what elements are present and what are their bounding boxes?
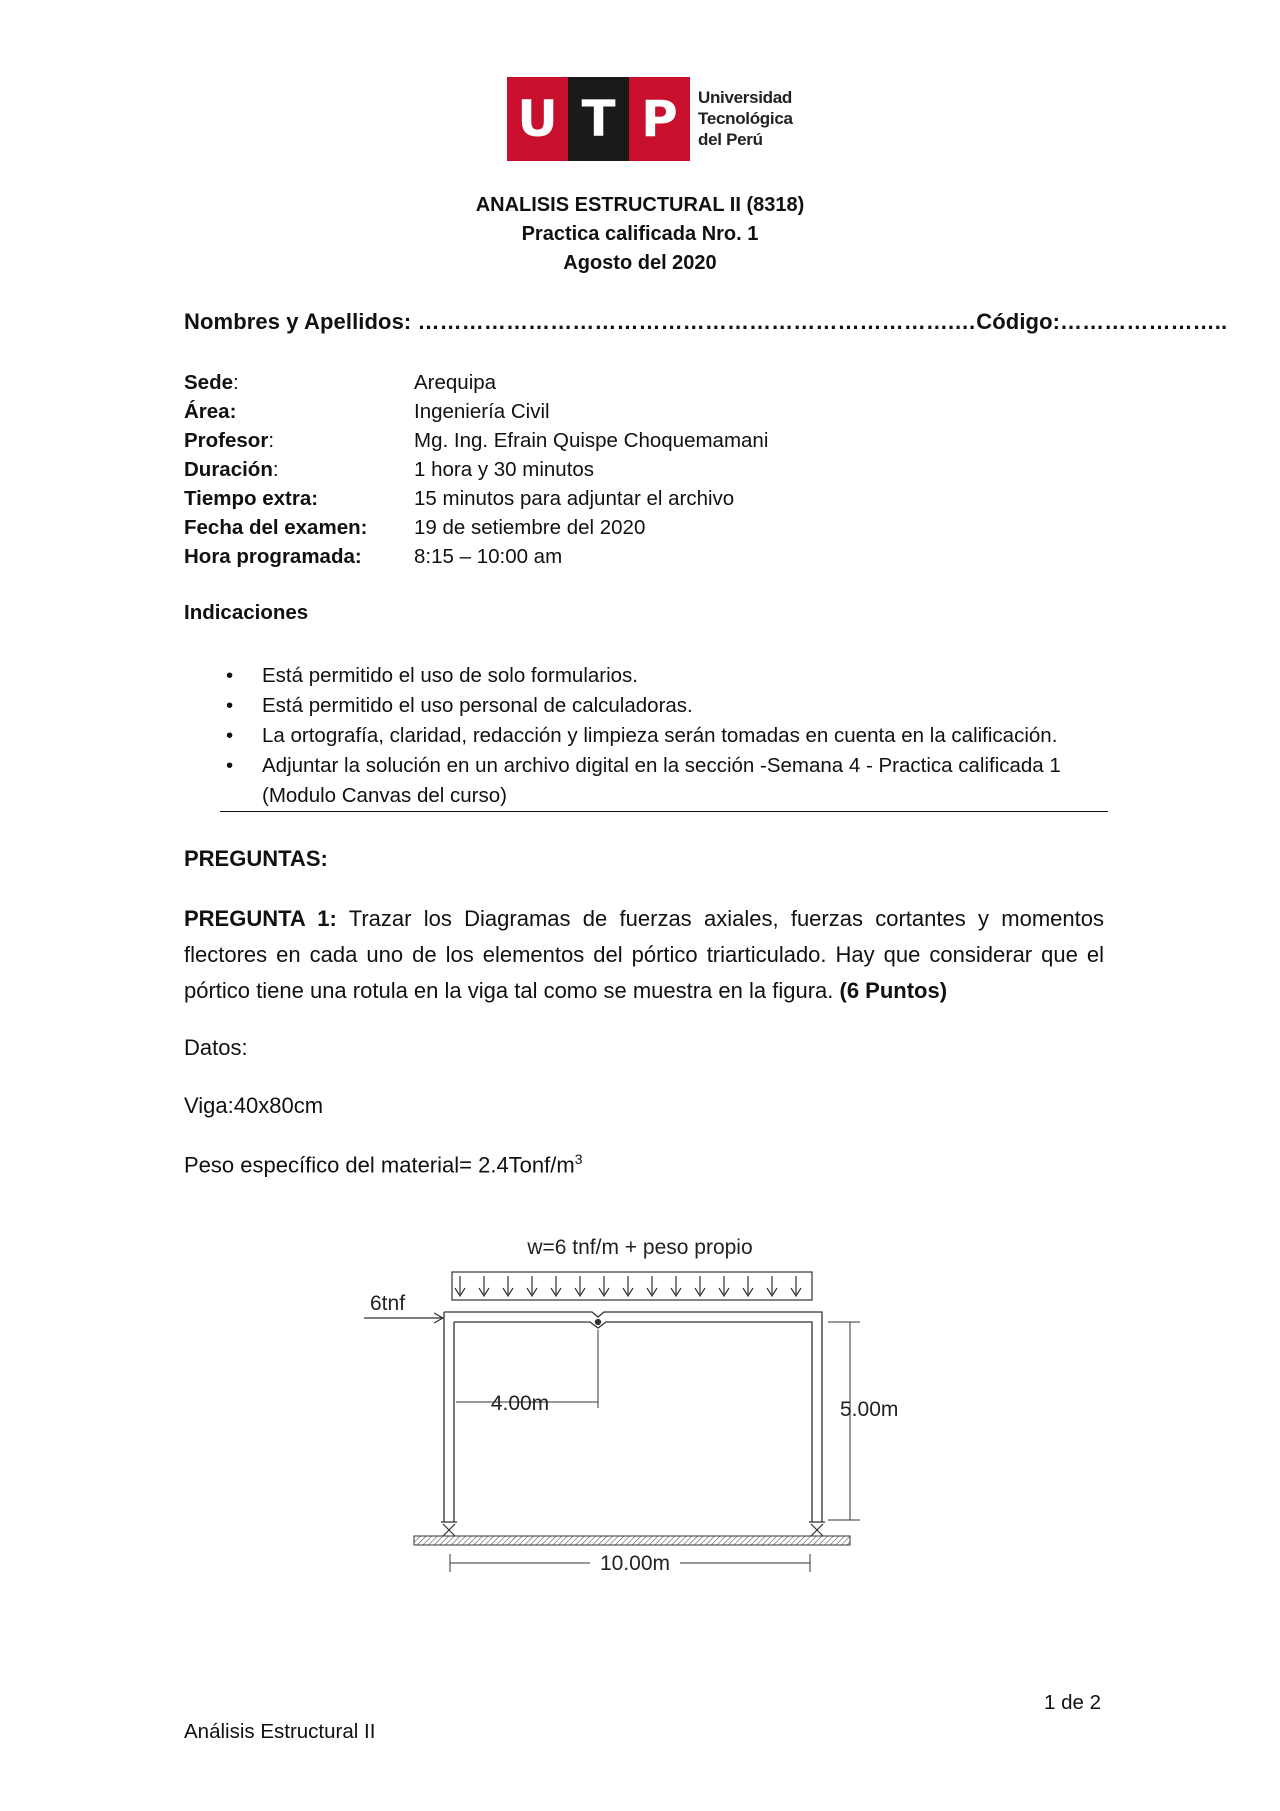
bullet-icon: • bbox=[226, 664, 234, 687]
datos-viga: Viga:40x80cm bbox=[184, 1093, 324, 1118]
indicaciones-list bbox=[222, 661, 1102, 811]
ground-hatch bbox=[414, 1536, 850, 1545]
datos-heading: Datos: bbox=[184, 1035, 248, 1060]
list-item: • Está permitido el uso personal de calculadoras. bbox=[222, 691, 1102, 721]
info-value: 19 de setiembre del 2020 bbox=[414, 516, 646, 539]
info-label: Fecha del examen: bbox=[184, 516, 368, 539]
info-row bbox=[184, 513, 768, 542]
info-value: 15 minutos para adjuntar el archivo bbox=[414, 487, 735, 510]
force-label: 6tnf bbox=[370, 1292, 406, 1315]
dimension-height-label: 5.00m bbox=[840, 1398, 899, 1421]
info-row bbox=[184, 542, 768, 571]
page-footer: Análisis Estructural II bbox=[184, 1720, 376, 1743]
exam-date: Agosto del 2020 bbox=[563, 252, 717, 274]
load-label: w=6 tnf/m + peso propio bbox=[527, 1236, 753, 1259]
datos-peso-especifico: Peso específico del material= $2.4Tonf/m^3$ bbox=[184, 1151, 583, 1178]
question-1-text: Trazar los Diagramas de fuerzas axiales, fuerzas cortantes y momentos flectores en cada uno de los elementos del pórtico triarticulado. Hay que considerar que el pórtico tiene una rotula en la viga tal como se muestra en la figura. bbox=[184, 906, 1104, 1003]
info-label: Hora programada: bbox=[184, 545, 362, 568]
info-row bbox=[184, 397, 768, 426]
info-row bbox=[184, 426, 768, 455]
bullet-icon: • bbox=[226, 694, 234, 717]
logo-name-line: Universidad bbox=[698, 88, 793, 107]
exam-header bbox=[0, 191, 1280, 278]
logo-letter-p: P bbox=[629, 77, 690, 161]
info-label: Sede: bbox=[184, 371, 239, 394]
info-label: Profesor: bbox=[184, 429, 275, 452]
section-divider bbox=[220, 811, 1108, 812]
portal-frame bbox=[444, 1312, 822, 1522]
info-value: Mg. Ing. Efrain Quispe Choquemamani bbox=[414, 429, 769, 452]
dimension-height bbox=[828, 1322, 860, 1520]
question-1-points: (6 Puntos) bbox=[839, 978, 948, 1003]
logo-name-line: del Perú bbox=[698, 130, 763, 149]
utp-logo bbox=[507, 77, 793, 161]
info-row bbox=[184, 455, 768, 484]
list-item: • Está permitido el uso de solo formularios. bbox=[222, 661, 1102, 691]
exam-info-table bbox=[184, 368, 768, 571]
info-value: 1 hora y 30 minutos bbox=[414, 458, 595, 481]
list-item: • La ortografía, claridad, redacción y limpieza serán tomadas en cuenta en la calificación. bbox=[222, 721, 1102, 751]
info-label: Tiempo extra: bbox=[184, 487, 319, 510]
info-value: 8:15 – 10:00 am bbox=[414, 545, 563, 568]
bullet-icon: • bbox=[226, 724, 234, 747]
student-name-line: Nombres y Apellidos: ……………………………………………………………….…Código:………………….. bbox=[184, 309, 1228, 334]
logo-name-line: Tecnológica bbox=[698, 109, 793, 128]
pin-supports bbox=[441, 1522, 825, 1536]
preguntas-heading: PREGUNTAS: bbox=[184, 846, 328, 871]
dimension-hinge-label: 4.00m bbox=[490, 1392, 550, 1415]
logo-university-name bbox=[698, 87, 798, 150]
info-row bbox=[184, 368, 768, 397]
indicaciones-heading: Indicaciones bbox=[184, 601, 309, 624]
info-row bbox=[184, 484, 768, 513]
info-value: Ingeniería Civil bbox=[414, 400, 550, 423]
info-value: Arequipa bbox=[414, 371, 497, 394]
info-label: Duración: bbox=[184, 458, 279, 481]
page-number: 1 de 2 bbox=[1044, 1691, 1101, 1714]
frame-diagram bbox=[340, 1220, 940, 1600]
distributed-load bbox=[452, 1272, 812, 1300]
bullet-icon: • bbox=[226, 754, 234, 777]
logo-letter-u: U bbox=[507, 77, 568, 161]
course-title: ANALISIS ESTRUCTURAL II (8318) bbox=[475, 194, 805, 216]
logo-letter-t: T bbox=[568, 77, 629, 161]
exam-title: Practica calificada Nro. 1 bbox=[521, 223, 759, 245]
dimension-span-label: 10.00m bbox=[599, 1552, 671, 1575]
question-1-label: PREGUNTA 1: bbox=[184, 906, 337, 931]
question-1 bbox=[184, 901, 1104, 1009]
list-item: • Adjuntar la solución en un archivo digital en la sección -Semana 4 - Practica calificada 1 (Modulo Canvas del curso) bbox=[222, 751, 1102, 811]
info-label: Área: bbox=[184, 400, 237, 423]
load-arrows bbox=[455, 1276, 801, 1296]
